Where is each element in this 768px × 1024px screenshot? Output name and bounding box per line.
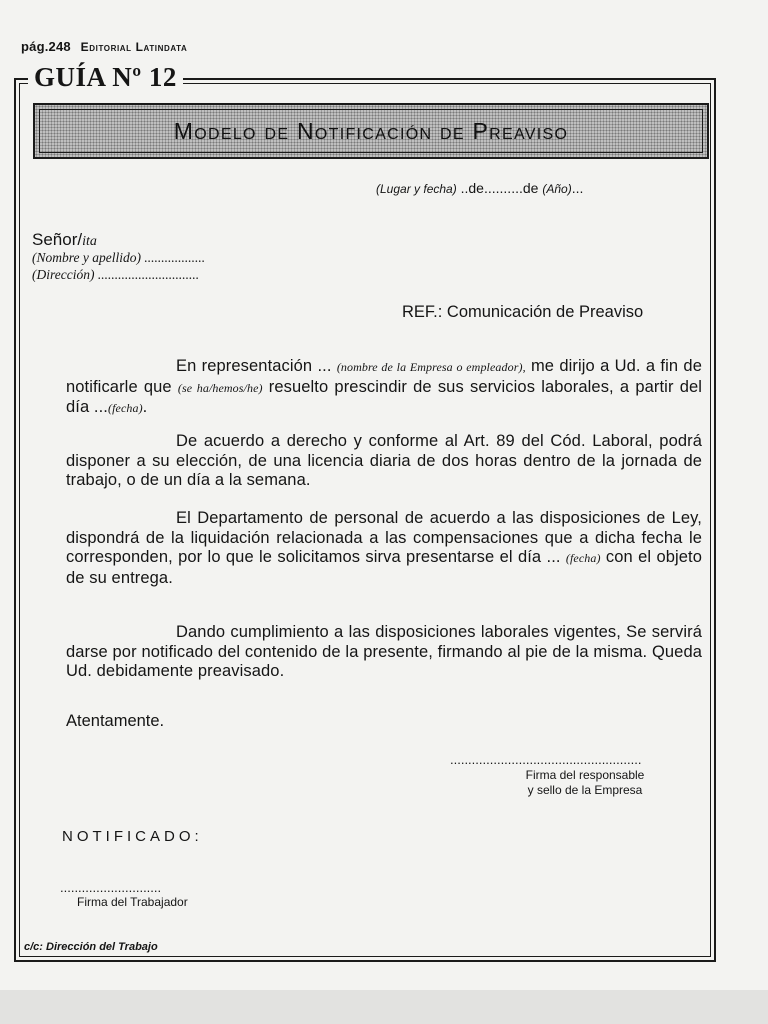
page-header bbox=[21, 39, 187, 54]
salutation-text: Señor/ bbox=[32, 230, 83, 249]
p1-italic-empresa: (nombre de la Empresa o empleador), bbox=[336, 360, 526, 374]
p3-italic-fecha: (fecha) bbox=[565, 551, 601, 565]
employer-signature-line: ..................................................... bbox=[450, 752, 642, 767]
p1-text-a: En representación ... bbox=[176, 357, 337, 375]
place-date-dots: ........ bbox=[491, 180, 523, 196]
place-date-tail: ... bbox=[571, 180, 584, 196]
address-line: (Dirección) .............................. bbox=[32, 267, 200, 282]
salutation bbox=[32, 230, 97, 250]
salutation-suffix: ita bbox=[82, 234, 97, 249]
notified-label: NOTIFICADO: bbox=[62, 828, 203, 845]
place-date-de: ..de.. bbox=[456, 180, 492, 196]
name-line: (Nombre y apellido) .................. bbox=[32, 250, 206, 265]
reference-line: REF.: Comunicación de Preaviso bbox=[402, 303, 644, 321]
employer-signature-caption-1: Firma del responsable bbox=[525, 768, 645, 782]
paragraph-notification: Dando cumplimiento a las disposiciones laborales vigentes, Se servirá darse por notificado del contenido de la presente, firmando al pie de la misma. Queda Ud. debidamente preavisado. bbox=[66, 623, 702, 680]
paragraph-article-89: De acuerdo a derecho y conforme al Art. 89 del Cód. Laboral, podrá disponer a su elección, de una licencia diaria de dos horas dentro de la jornada de trabajo, o de un día a la semana. bbox=[66, 432, 702, 489]
guia-rule bbox=[226, 78, 716, 80]
year-label: (Año) bbox=[542, 182, 572, 196]
p1-text-b: me dirijo a Ud. a fin de notificarle que bbox=[66, 357, 702, 396]
guia-rule-inner bbox=[226, 83, 711, 84]
p1-italic-resolution: (se ha/hemos/he) bbox=[177, 380, 263, 395]
employer-signature-caption-2: y sello de la Empresa bbox=[527, 783, 643, 797]
p1-italic-fecha: (fecha) bbox=[107, 401, 143, 415]
paragraph-liquidation bbox=[66, 509, 702, 588]
paragraph-representation bbox=[66, 357, 702, 419]
closing: Atentamente. bbox=[66, 712, 165, 730]
document-title: Modelo de Notificación de Preaviso bbox=[39, 109, 703, 153]
p1-text-c: resuelto prescindir de sus servicios laborales, a partir del día ... bbox=[66, 377, 703, 416]
p3-text-a: El Departamento de personal de acuerdo a las disposiciones de Ley, dispondrá de la liquidación relacionada a las compensaciones que a dicha fecha le corresponden, por lo que le solicitamos sirva presentarse el día ... bbox=[66, 509, 702, 566]
guia-number: GUÍA Nº 12 bbox=[28, 62, 183, 93]
place-date-label: (Lugar y fecha) bbox=[376, 182, 457, 196]
p1-text-d: . bbox=[142, 398, 148, 416]
publisher-name: Editorial Latindata bbox=[80, 40, 188, 54]
place-date-line bbox=[376, 180, 583, 196]
worker-signature-caption: Firma del Trabajador bbox=[77, 895, 188, 909]
place-date-de2: de bbox=[522, 180, 539, 196]
title-box bbox=[33, 103, 709, 159]
worker-signature-line: ............................ bbox=[60, 880, 162, 895]
copy-to-footer: c/c: Dirección del Trabajo bbox=[24, 941, 158, 953]
p3-text-b: con el objeto de su entrega. bbox=[66, 548, 702, 587]
page-bottom-margin bbox=[0, 990, 768, 1024]
employer-signature-caption bbox=[500, 768, 670, 798]
page-number: pág.248 bbox=[21, 39, 71, 54]
